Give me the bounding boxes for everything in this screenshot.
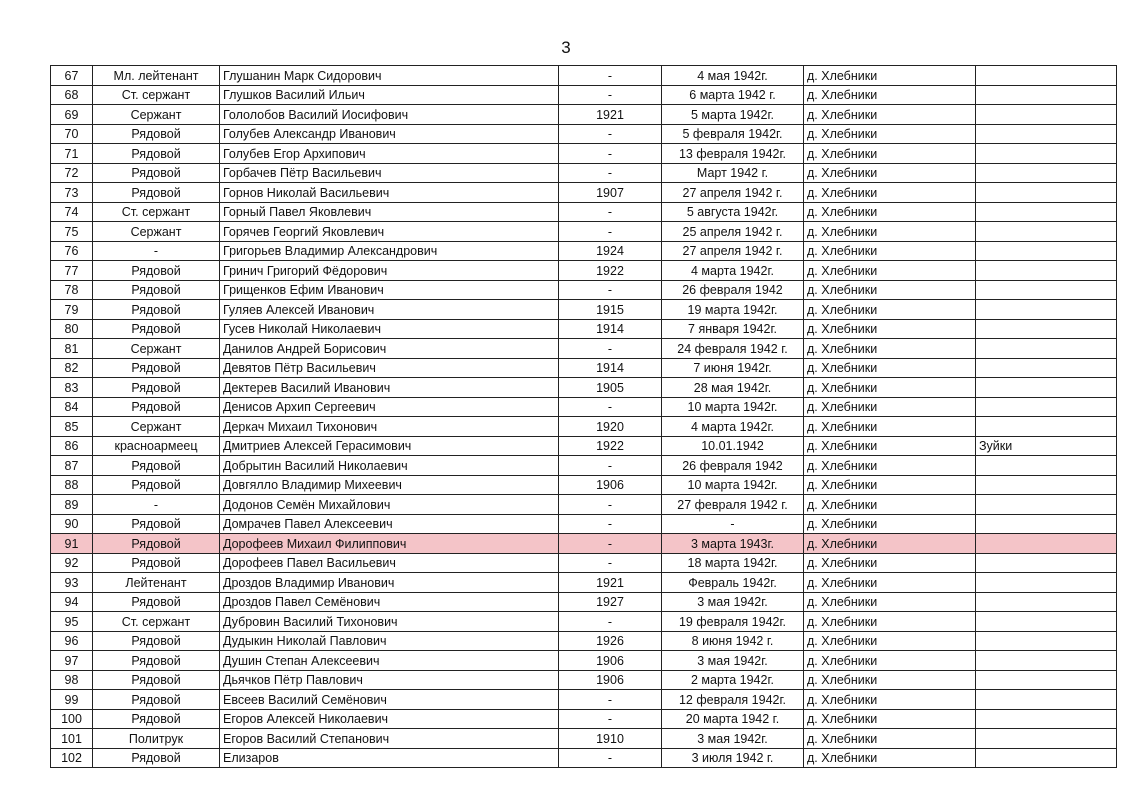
birth-year-cell: 1926 (559, 631, 662, 651)
rank-cell: Политрук (93, 729, 220, 749)
note-cell (976, 241, 1117, 261)
row-number-cell: 101 (51, 729, 93, 749)
birth-year-cell: - (559, 339, 662, 359)
row-number-cell: 87 (51, 456, 93, 476)
row-number-cell: 84 (51, 397, 93, 417)
name-cell: Егоров Алексей Николаевич (220, 709, 559, 729)
burial-place-cell: д. Хлебники (804, 202, 976, 222)
note-cell (976, 612, 1117, 632)
death-date-cell: - (662, 514, 804, 534)
row-number-cell: 90 (51, 514, 93, 534)
note-cell (976, 417, 1117, 437)
burial-place-cell: д. Хлебники (804, 495, 976, 515)
burial-place-cell: д. Хлебники (804, 358, 976, 378)
note-cell (976, 378, 1117, 398)
burial-place-cell: д. Хлебники (804, 105, 976, 125)
row-number-cell: 69 (51, 105, 93, 125)
name-cell: Дорофеев Михаил Филиппович (220, 534, 559, 554)
rank-cell: Рядовой (93, 163, 220, 183)
name-cell: Гуляев Алексей Иванович (220, 300, 559, 320)
note-cell (976, 358, 1117, 378)
death-date-cell: 19 марта 1942г. (662, 300, 804, 320)
death-date-cell: 7 июня 1942г. (662, 358, 804, 378)
table-row (51, 124, 1117, 144)
note-cell (976, 553, 1117, 573)
rank-cell: Лейтенант (93, 573, 220, 593)
rank-cell: Рядовой (93, 456, 220, 476)
table-row (51, 553, 1117, 573)
death-date-cell: 4 марта 1942г. (662, 417, 804, 437)
rank-cell: Рядовой (93, 690, 220, 710)
burial-place-cell: д. Хлебники (804, 592, 976, 612)
rank-cell: Сержант (93, 417, 220, 437)
table-row (51, 631, 1117, 651)
table-row (51, 66, 1117, 86)
table-row (51, 709, 1117, 729)
row-number-cell: 85 (51, 417, 93, 437)
row-number-cell: 89 (51, 495, 93, 515)
name-cell: Девятов Пётр Васильевич (220, 358, 559, 378)
row-number-cell: 91 (51, 534, 93, 554)
rank-cell: красноармеец (93, 436, 220, 456)
table-row (51, 690, 1117, 710)
burial-place-cell: д. Хлебники (804, 748, 976, 768)
note-cell (976, 573, 1117, 593)
burial-place-cell: д. Хлебники (804, 300, 976, 320)
table-row (51, 222, 1117, 242)
table-row (51, 475, 1117, 495)
birth-year-cell: 1915 (559, 300, 662, 320)
burial-place-cell: д. Хлебники (804, 163, 976, 183)
rank-cell: Рядовой (93, 651, 220, 671)
name-cell: Елизаров (220, 748, 559, 768)
note-cell (976, 456, 1117, 476)
table-row (51, 495, 1117, 515)
note-cell (976, 105, 1117, 125)
birth-year-cell: - (559, 456, 662, 476)
table-row (51, 592, 1117, 612)
name-cell: Глушков Василий Ильич (220, 85, 559, 105)
burial-place-cell: д. Хлебники (804, 241, 976, 261)
death-date-cell: 26 февраля 1942 (662, 456, 804, 476)
death-date-cell: 5 марта 1942г. (662, 105, 804, 125)
note-cell (976, 163, 1117, 183)
rank-cell: - (93, 241, 220, 261)
name-cell: Дьячков Пётр Павлович (220, 670, 559, 690)
death-date-cell: Март 1942 г. (662, 163, 804, 183)
row-number-cell: 70 (51, 124, 93, 144)
burial-place-cell: д. Хлебники (804, 651, 976, 671)
rank-cell: Ст. сержант (93, 202, 220, 222)
table-row (51, 241, 1117, 261)
death-date-cell: 26 февраля 1942 (662, 280, 804, 300)
rank-cell: Ст. сержант (93, 85, 220, 105)
page-number: 3 (561, 38, 571, 57)
row-number-cell: 83 (51, 378, 93, 398)
rank-cell: - (93, 495, 220, 515)
birth-year-cell: 1927 (559, 592, 662, 612)
table-row (51, 436, 1117, 456)
burial-roster-table (50, 65, 1117, 768)
row-number-cell: 92 (51, 553, 93, 573)
row-number-cell: 100 (51, 709, 93, 729)
table-row (51, 280, 1117, 300)
note-cell (976, 261, 1117, 281)
name-cell: Добрытин Василий Николаевич (220, 456, 559, 476)
burial-place-cell: д. Хлебники (804, 514, 976, 534)
name-cell: Голубев Егор Архипович (220, 144, 559, 164)
rank-cell: Рядовой (93, 475, 220, 495)
death-date-cell: 7 января 1942г. (662, 319, 804, 339)
name-cell: Егоров Василий Степанович (220, 729, 559, 749)
death-date-cell: 2 марта 1942г. (662, 670, 804, 690)
table-row (51, 144, 1117, 164)
burial-place-cell: д. Хлебники (804, 709, 976, 729)
name-cell: Душин Степан Алексеевич (220, 651, 559, 671)
death-date-cell: 3 мая 1942г. (662, 651, 804, 671)
rank-cell: Рядовой (93, 534, 220, 554)
row-number-cell: 94 (51, 592, 93, 612)
birth-year-cell: 1922 (559, 261, 662, 281)
burial-place-cell: д. Хлебники (804, 729, 976, 749)
birth-year-cell: - (559, 690, 662, 710)
death-date-cell: 12 февраля 1942г. (662, 690, 804, 710)
note-cell (976, 124, 1117, 144)
note-cell (976, 651, 1117, 671)
death-date-cell: 4 мая 1942г. (662, 66, 804, 86)
table-row (51, 514, 1117, 534)
rank-cell: Сержант (93, 339, 220, 359)
table-row (51, 261, 1117, 281)
name-cell: Глушанин Марк Сидорович (220, 66, 559, 86)
row-number-cell: 88 (51, 475, 93, 495)
death-date-cell: 3 мая 1942г. (662, 729, 804, 749)
burial-place-cell: д. Хлебники (804, 475, 976, 495)
death-date-cell: 18 марта 1942г. (662, 553, 804, 573)
table-row (51, 670, 1117, 690)
rank-cell: Рядовой (93, 300, 220, 320)
rank-cell: Рядовой (93, 748, 220, 768)
table-row (51, 417, 1117, 437)
note-cell (976, 670, 1117, 690)
row-number-cell: 78 (51, 280, 93, 300)
row-number-cell: 73 (51, 183, 93, 203)
roster-body (51, 66, 1117, 768)
burial-place-cell: д. Хлебники (804, 553, 976, 573)
rank-cell: Мл. лейтенант (93, 66, 220, 86)
birth-year-cell: - (559, 514, 662, 534)
rank-cell: Рядовой (93, 358, 220, 378)
birth-year-cell: - (559, 66, 662, 86)
rank-cell: Рядовой (93, 261, 220, 281)
name-cell: Дроздов Павел Семёнович (220, 592, 559, 612)
rank-cell: Рядовой (93, 397, 220, 417)
burial-place-cell: д. Хлебники (804, 85, 976, 105)
death-date-cell: 3 июля 1942 г. (662, 748, 804, 768)
birth-year-cell: 1921 (559, 105, 662, 125)
rank-cell: Рядовой (93, 709, 220, 729)
name-cell: Голубев Александр Иванович (220, 124, 559, 144)
rank-cell: Рядовой (93, 183, 220, 203)
row-number-cell: 68 (51, 85, 93, 105)
birth-year-cell: 1914 (559, 358, 662, 378)
death-date-cell: 10 марта 1942г. (662, 475, 804, 495)
birth-year-cell: - (559, 222, 662, 242)
death-date-cell: 25 апреля 1942 г. (662, 222, 804, 242)
birth-year-cell: - (559, 85, 662, 105)
death-date-cell: 8 июня 1942 г. (662, 631, 804, 651)
note-cell (976, 475, 1117, 495)
rank-cell: Рядовой (93, 378, 220, 398)
burial-place-cell: д. Хлебники (804, 124, 976, 144)
burial-place-cell: д. Хлебники (804, 280, 976, 300)
death-date-cell: 4 марта 1942г. (662, 261, 804, 281)
table-row (51, 397, 1117, 417)
note-cell (976, 222, 1117, 242)
death-date-cell: 3 мая 1942г. (662, 592, 804, 612)
death-date-cell: 24 февраля 1942 г. (662, 339, 804, 359)
birth-year-cell: - (559, 709, 662, 729)
name-cell: Данилов Андрей Борисович (220, 339, 559, 359)
death-date-cell: 5 августа 1942г. (662, 202, 804, 222)
note-cell (976, 319, 1117, 339)
birth-year-cell: - (559, 748, 662, 768)
name-cell: Григорьев Владимир Александрович (220, 241, 559, 261)
birth-year-cell: 1914 (559, 319, 662, 339)
note-cell (976, 397, 1117, 417)
birth-year-cell: 1906 (559, 475, 662, 495)
name-cell: Дудыкин Николай Павлович (220, 631, 559, 651)
name-cell: Грищенков Ефим Иванович (220, 280, 559, 300)
row-number-cell: 71 (51, 144, 93, 164)
rank-cell: Рядовой (93, 280, 220, 300)
burial-place-cell: д. Хлебники (804, 319, 976, 339)
burial-place-cell: д. Хлебники (804, 378, 976, 398)
birth-year-cell: 1905 (559, 378, 662, 398)
birth-year-cell: - (559, 280, 662, 300)
burial-place-cell: д. Хлебники (804, 183, 976, 203)
table-row (51, 358, 1117, 378)
table-row (51, 163, 1117, 183)
burial-place-cell: д. Хлебники (804, 66, 976, 86)
name-cell: Домрачев Павел Алексеевич (220, 514, 559, 534)
birth-year-cell: - (559, 397, 662, 417)
note-cell (976, 85, 1117, 105)
birth-year-cell: - (559, 612, 662, 632)
table-row (51, 729, 1117, 749)
death-date-cell: Февраль 1942г. (662, 573, 804, 593)
name-cell: Дектерев Василий Иванович (220, 378, 559, 398)
birth-year-cell: - (559, 202, 662, 222)
death-date-cell: 10.01.1942 (662, 436, 804, 456)
birth-year-cell: - (559, 553, 662, 573)
birth-year-cell: 1924 (559, 241, 662, 261)
table-row (51, 748, 1117, 768)
burial-place-cell: д. Хлебники (804, 144, 976, 164)
name-cell: Горный Павел Яковлевич (220, 202, 559, 222)
burial-place-cell: д. Хлебники (804, 670, 976, 690)
note-cell (976, 66, 1117, 86)
row-number-cell: 95 (51, 612, 93, 632)
row-number-cell: 80 (51, 319, 93, 339)
note-cell (976, 202, 1117, 222)
table-row (51, 339, 1117, 359)
note-cell (976, 709, 1117, 729)
name-cell: Дроздов Владимир Иванович (220, 573, 559, 593)
row-number-cell: 81 (51, 339, 93, 359)
name-cell: Деркач Михаил Тихонович (220, 417, 559, 437)
name-cell: Денисов Архип Сергеевич (220, 397, 559, 417)
note-cell (976, 144, 1117, 164)
name-cell: Дмитриев Алексей Герасимович (220, 436, 559, 456)
birth-year-cell: 1906 (559, 670, 662, 690)
row-number-cell: 99 (51, 690, 93, 710)
name-cell: Додонов Семён Михайлович (220, 495, 559, 515)
burial-place-cell: д. Хлебники (804, 222, 976, 242)
rank-cell: Рядовой (93, 514, 220, 534)
note-cell (976, 183, 1117, 203)
name-cell: Гусев Николай Николаевич (220, 319, 559, 339)
death-date-cell: 27 апреля 1942 г. (662, 183, 804, 203)
rank-cell: Сержант (93, 105, 220, 125)
note-cell (976, 729, 1117, 749)
birth-year-cell: - (559, 495, 662, 515)
burial-place-cell: д. Хлебники (804, 534, 976, 554)
death-date-cell: 19 февраля 1942г. (662, 612, 804, 632)
death-date-cell: 10 марта 1942г. (662, 397, 804, 417)
name-cell: Довгялло Владимир Михеевич (220, 475, 559, 495)
birth-year-cell: 1921 (559, 573, 662, 593)
row-number-cell: 98 (51, 670, 93, 690)
row-number-cell: 76 (51, 241, 93, 261)
table-row (51, 105, 1117, 125)
note-cell (976, 300, 1117, 320)
burial-place-cell: д. Хлебники (804, 612, 976, 632)
row-number-cell: 97 (51, 651, 93, 671)
rank-cell: Рядовой (93, 553, 220, 573)
burial-place-cell: д. Хлебники (804, 417, 976, 437)
row-number-cell: 77 (51, 261, 93, 281)
name-cell: Евсеев Василий Семёнович (220, 690, 559, 710)
birth-year-cell: - (559, 144, 662, 164)
burial-place-cell: д. Хлебники (804, 261, 976, 281)
name-cell: Дорофеев Павел Васильевич (220, 553, 559, 573)
burial-place-cell: д. Хлебники (804, 436, 976, 456)
note-cell (976, 690, 1117, 710)
birth-year-cell: 1906 (559, 651, 662, 671)
table-row (51, 573, 1117, 593)
note-cell (976, 592, 1117, 612)
death-date-cell: 28 мая 1942г. (662, 378, 804, 398)
burial-place-cell: д. Хлебники (804, 631, 976, 651)
note-cell: Зуйки (976, 436, 1117, 456)
name-cell: Дубровин Василий Тихонович (220, 612, 559, 632)
table-row (51, 378, 1117, 398)
burial-place-cell: д. Хлебники (804, 690, 976, 710)
burial-place-cell: д. Хлебники (804, 397, 976, 417)
note-cell (976, 534, 1117, 554)
row-number-cell: 67 (51, 66, 93, 86)
row-number-cell: 75 (51, 222, 93, 242)
row-number-cell: 74 (51, 202, 93, 222)
table-row (51, 183, 1117, 203)
note-cell (976, 280, 1117, 300)
name-cell: Горбачев Пётр Васильевич (220, 163, 559, 183)
table-row (51, 202, 1117, 222)
note-cell (976, 514, 1117, 534)
table-row (51, 651, 1117, 671)
death-date-cell: 3 марта 1943г. (662, 534, 804, 554)
row-number-cell: 79 (51, 300, 93, 320)
table-row (51, 534, 1117, 554)
birth-year-cell: - (559, 124, 662, 144)
rank-cell: Сержант (93, 222, 220, 242)
table-row (51, 300, 1117, 320)
row-number-cell: 96 (51, 631, 93, 651)
note-cell (976, 339, 1117, 359)
rank-cell: Рядовой (93, 144, 220, 164)
rank-cell: Рядовой (93, 631, 220, 651)
birth-year-cell: 1920 (559, 417, 662, 437)
rank-cell: Рядовой (93, 319, 220, 339)
name-cell: Гринич Григорий Фёдорович (220, 261, 559, 281)
birth-year-cell: 1907 (559, 183, 662, 203)
note-cell (976, 631, 1117, 651)
death-date-cell: 27 февраля 1942 г. (662, 495, 804, 515)
table-row (51, 319, 1117, 339)
row-number-cell: 102 (51, 748, 93, 768)
note-cell (976, 748, 1117, 768)
rank-cell: Рядовой (93, 124, 220, 144)
death-date-cell: 13 февраля 1942г. (662, 144, 804, 164)
death-date-cell: 27 апреля 1942 г. (662, 241, 804, 261)
row-number-cell: 86 (51, 436, 93, 456)
table-row (51, 85, 1117, 105)
rank-cell: Рядовой (93, 670, 220, 690)
name-cell: Горячев Георгий Яковлевич (220, 222, 559, 242)
table-row (51, 456, 1117, 476)
burial-place-cell: д. Хлебники (804, 456, 976, 476)
row-number-cell: 93 (51, 573, 93, 593)
birth-year-cell: - (559, 534, 662, 554)
birth-year-cell: 1910 (559, 729, 662, 749)
rank-cell: Рядовой (93, 592, 220, 612)
name-cell: Горнов Николай Васильевич (220, 183, 559, 203)
burial-place-cell: д. Хлебники (804, 339, 976, 359)
death-date-cell: 5 февраля 1942г. (662, 124, 804, 144)
birth-year-cell: 1922 (559, 436, 662, 456)
row-number-cell: 82 (51, 358, 93, 378)
name-cell: Гололобов Василий Иосифович (220, 105, 559, 125)
burial-place-cell: д. Хлебники (804, 573, 976, 593)
death-date-cell: 20 марта 1942 г. (662, 709, 804, 729)
birth-year-cell: - (559, 163, 662, 183)
rank-cell: Ст. сержант (93, 612, 220, 632)
note-cell (976, 495, 1117, 515)
table-row (51, 612, 1117, 632)
row-number-cell: 72 (51, 163, 93, 183)
death-date-cell: 6 марта 1942 г. (662, 85, 804, 105)
